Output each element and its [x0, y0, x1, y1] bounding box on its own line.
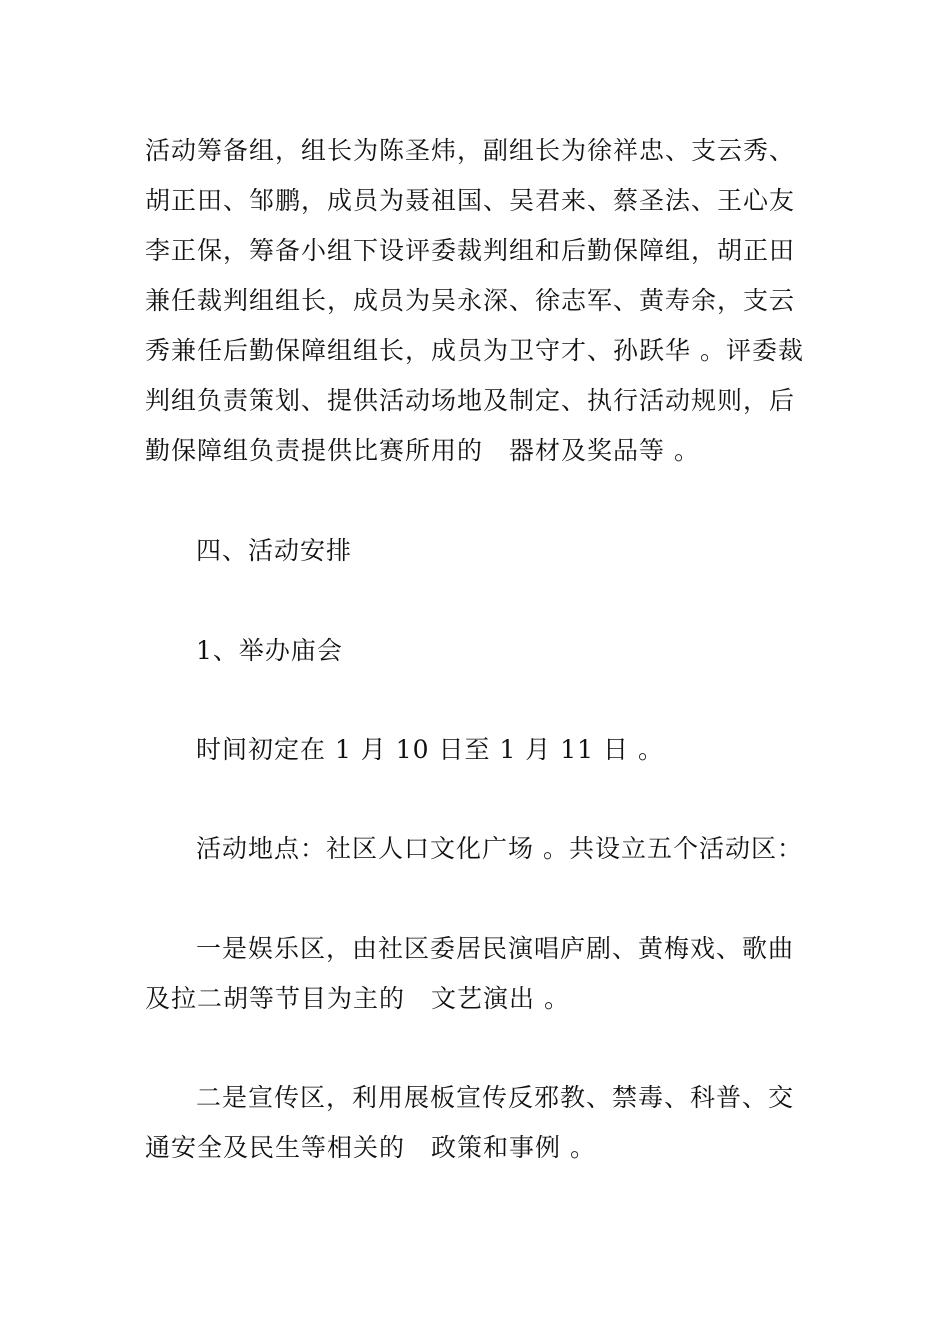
paragraph-1-line-5: 秀兼任后勤保障组组长，成员为卫守才、孙跃华 。评委裁: [145, 336, 804, 365]
sub-heading: 1、举办庙会: [196, 636, 343, 665]
zone-2-line-2: 通安全及民生等相关的 政策和事例 。: [145, 1133, 596, 1162]
paragraph-1-line-3: 李正保，筹备小组下设评委裁判组和后勤保障组，胡正田: [145, 236, 796, 265]
paragraph-1-line-2: 胡正田、邹鹏，成员为聂祖国、吴君来、蔡圣法、王心友: [145, 186, 796, 215]
time-line: 时间初定在 1 月 10 日至 1 月 11 日 。: [196, 735, 664, 764]
paragraph-1-line-1: 活动筹备组，组长为陈圣炜，副组长为徐祥忠、支云秀、: [145, 136, 796, 165]
section-heading: 四、活动安排: [196, 536, 353, 565]
zone-2-line-1: 二是宣传区，利用展板宣传反邪教、禁毒、科普、交: [196, 1083, 795, 1112]
paragraph-1-line-4: 兼任裁判组组长，成员为吴永深、徐志军、黄寿余，支云: [145, 286, 796, 315]
paragraph-1-line-6: 判组负责策划、提供活动场地及制定、执行活动规则，后: [145, 386, 796, 415]
paragraph-1-line-7: 勤保障组负责提供比赛所用的 器材及奖品等 。: [145, 436, 700, 465]
location-line: 活动地点：社区人口文化广场 。共设立五个活动区：: [196, 834, 803, 863]
zone-1-line-1: 一是娱乐区，由社区委居民演唱庐剧、黄梅戏、歌曲: [196, 934, 795, 963]
zone-1-line-2: 及拉二胡等节目为主的 文艺演出 。: [145, 984, 570, 1013]
